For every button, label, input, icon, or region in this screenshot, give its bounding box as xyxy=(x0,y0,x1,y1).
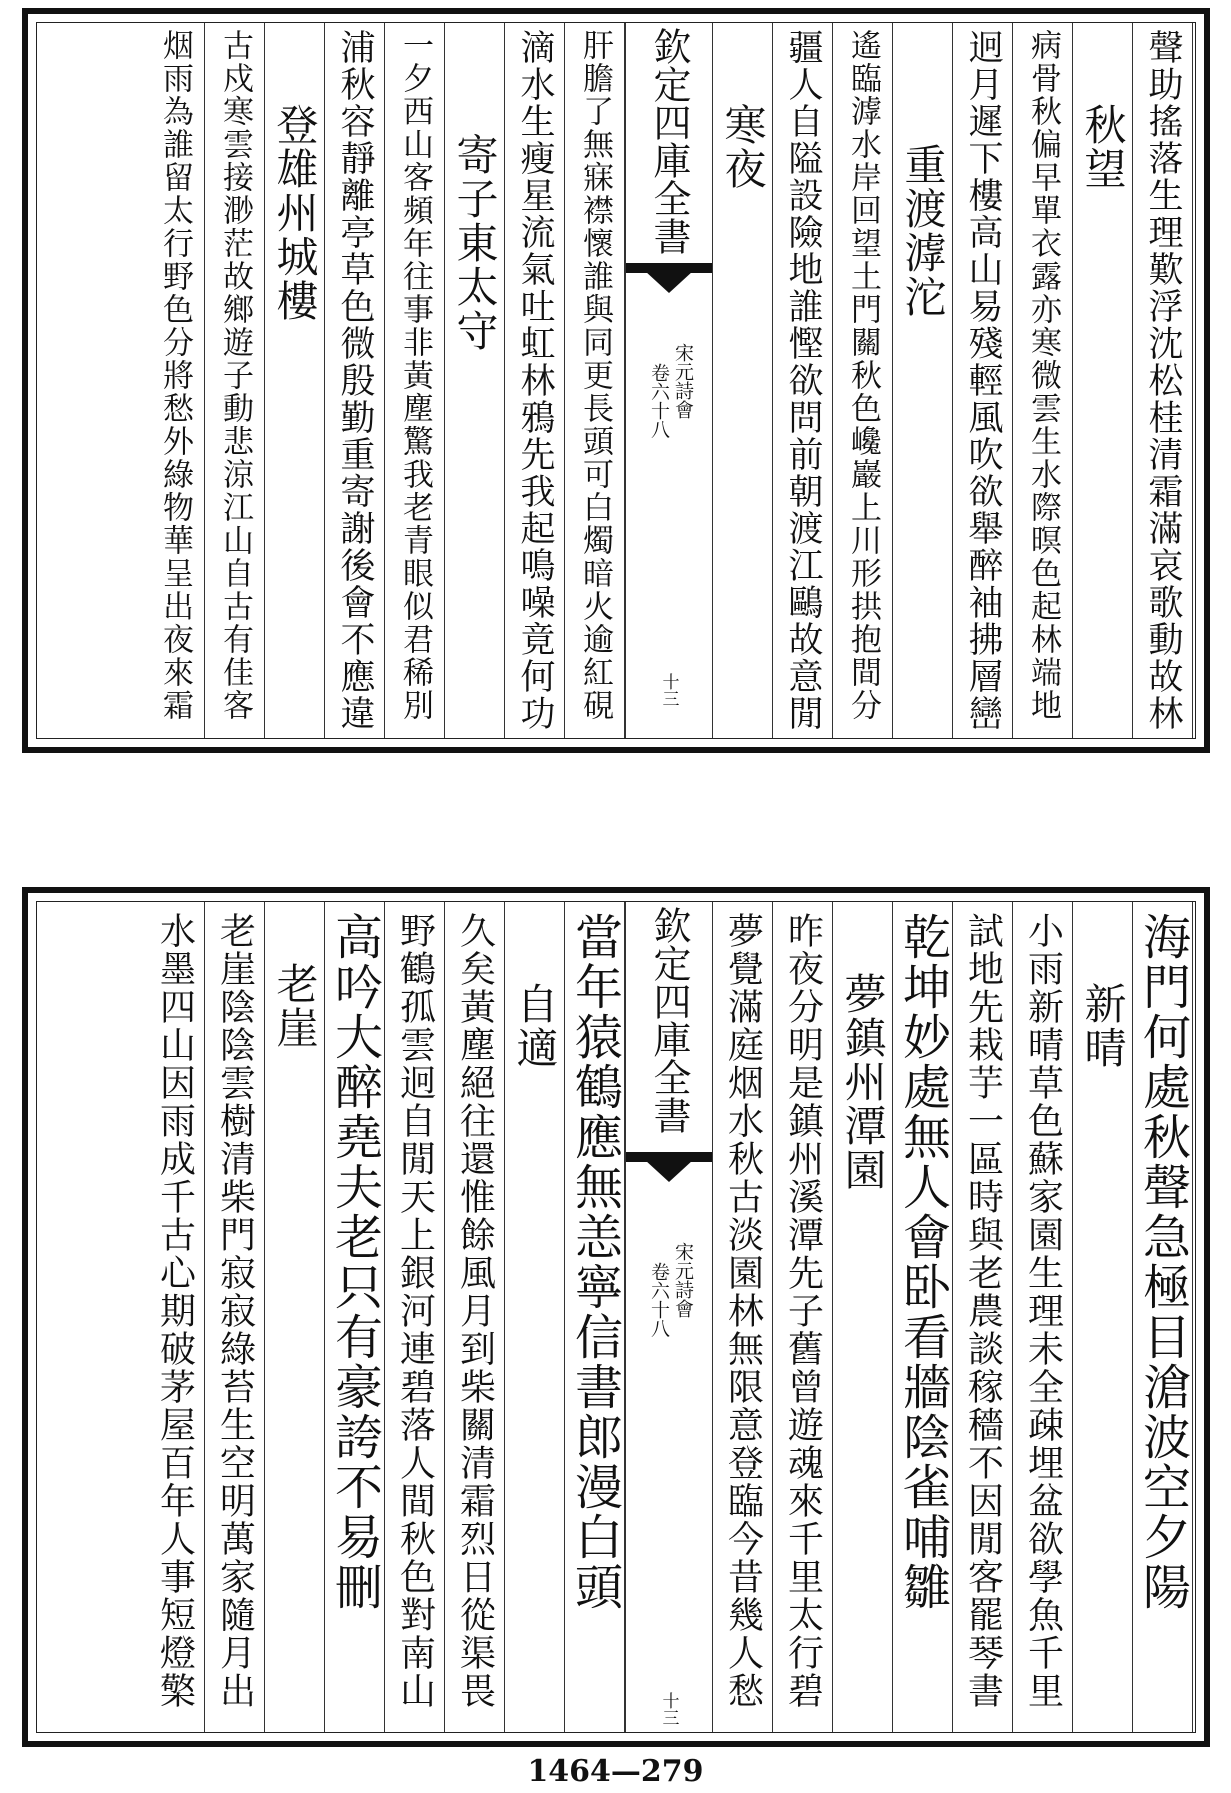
center-fold xyxy=(625,23,713,738)
column-text: 老崖陰陰雲樹清柴門寂寂綠苔生空明萬家隨月出 xyxy=(214,912,256,1710)
page-number: 十三 xyxy=(658,673,679,707)
column-text: 迥月遲下樓高山易殘輕風吹欲舉醉袖拂層巒 xyxy=(963,29,1003,732)
column-text: 小雨新晴草色蘇家園生理未全疎埋盆欲學魚千里 xyxy=(1022,912,1064,1710)
volume-name: 宋元詩會 xyxy=(671,1242,694,1318)
text-column xyxy=(1013,902,1073,1732)
text-column xyxy=(565,23,625,738)
text-column xyxy=(565,902,625,1732)
text-column xyxy=(893,902,953,1732)
column-text: 夢覺滿庭烟水秋古淡園林無限意登臨今昔幾人愁 xyxy=(722,912,764,1710)
column-text: 昨夜分明是鎮州溪潭先子舊曾遊魂來千里太行碧 xyxy=(782,912,824,1710)
column-text: 試地先栽芋一區時與老農談稼穡不因閒客罷琴書 xyxy=(962,912,1004,1710)
volume-number: 卷六十八 xyxy=(647,1262,670,1338)
poem-title: 登雄州城樓 xyxy=(270,103,320,323)
text-column xyxy=(265,902,325,1732)
text-column xyxy=(1133,902,1193,1732)
text-column xyxy=(1073,902,1133,1732)
bottom-page-frame xyxy=(22,887,1210,1747)
fishtail-mark-upper xyxy=(626,263,712,297)
bottom-page-inner-border xyxy=(36,901,1196,1733)
column-text: 遙臨滹水岸回望土門關秋色巉巖上川形拱抱間分 xyxy=(845,29,881,722)
text-column xyxy=(205,902,265,1732)
text-column xyxy=(1073,23,1133,738)
poem-title: 重渡滹沱 xyxy=(898,143,948,319)
column-text: 海門何處秋聲急極目滄波空夕陽 xyxy=(1134,912,1191,1612)
text-column xyxy=(385,902,445,1732)
text-column xyxy=(505,23,565,738)
center-fold xyxy=(625,902,713,1732)
poem-title: 老崖 xyxy=(270,962,320,1050)
text-column xyxy=(325,902,385,1732)
page-number: 十三 xyxy=(658,1692,679,1726)
column-text: 高吟大醉堯夫老只有豪誇不易刪 xyxy=(326,912,383,1612)
column-text: 烟雨為誰留太行野色分將愁外綠物華呈出夜來霜 xyxy=(157,29,193,722)
column-text: 野鶴孤雲迥自閒天上銀河連碧落人間秋色對南山 xyxy=(394,912,436,1710)
fishtail-mark-upper xyxy=(626,1152,712,1186)
book-title: 欽定四庫全書 xyxy=(647,27,691,255)
text-column xyxy=(505,902,565,1732)
poem-title: 新晴 xyxy=(1078,982,1128,1070)
column-text: 水墨四山因雨成千古心期破茅屋百年人事短燈檠 xyxy=(154,912,196,1710)
text-column xyxy=(953,902,1013,1732)
text-column xyxy=(145,902,205,1732)
poem-title: 秋望 xyxy=(1078,103,1128,191)
text-column xyxy=(145,23,205,738)
column-text: 浦秋容靜離亭草色微殷勤重寄謝後會不應違 xyxy=(335,29,375,732)
text-column xyxy=(953,23,1013,738)
volume-number: 卷六十八 xyxy=(647,363,670,439)
text-column xyxy=(205,23,265,738)
text-column xyxy=(265,23,325,738)
poem-title: 自適 xyxy=(510,982,560,1070)
text-column xyxy=(385,23,445,738)
book-title: 欽定四庫全書 xyxy=(647,906,691,1134)
text-column xyxy=(713,902,773,1732)
poem-title: 寒夜 xyxy=(718,103,768,191)
column-text: 疆人自隘設險地誰慳欲問前朝渡江鷗故意閒 xyxy=(783,29,823,732)
column-text: 肝膽了無寐襟懷誰與同更長頭可白燭暗火逾紅硯 xyxy=(577,29,613,722)
column-text: 古戍寒雲接渺茫故鄉遊子動悲涼江山自古有佳客 xyxy=(217,29,253,722)
text-column xyxy=(833,23,893,738)
column-text: 乾坤妙處無人會卧看牆陰雀哺雛 xyxy=(894,912,951,1612)
volume-name: 宋元詩會 xyxy=(671,343,694,419)
poem-title: 寄子東太守 xyxy=(450,133,500,353)
text-column xyxy=(893,23,953,738)
column-text: 久矣黃塵絕往還惟餘風月到柴關清霜烈日從渠畏 xyxy=(454,912,496,1710)
text-column xyxy=(773,23,833,738)
column-text: 聲助搖落生理歎浮沈松桂清霜滿哀歌動故林 xyxy=(1143,29,1183,732)
text-column xyxy=(445,23,505,738)
text-column xyxy=(445,902,505,1732)
column-text: 一夕西山客頻年往事非黃塵驚我老青眼似君稀別 xyxy=(397,29,433,722)
text-column xyxy=(833,902,893,1732)
column-text: 滴水生瘦星流氣吐虹林鴉先我起鳴噪竟何功 xyxy=(515,29,555,732)
text-column xyxy=(773,902,833,1732)
poem-title: 夢鎮州潭園 xyxy=(838,972,888,1192)
column-text: 病骨秋偏早單衣露亦寒微雲生水際暝色起林端地 xyxy=(1025,29,1061,722)
top-page-frame xyxy=(22,8,1210,753)
column-text: 當年猿鶴應無恙寧信書郎漫白頭 xyxy=(566,912,623,1612)
text-column xyxy=(325,23,385,738)
text-column xyxy=(1013,23,1073,738)
text-column xyxy=(1133,23,1193,738)
top-page-inner-border xyxy=(36,22,1196,739)
text-column xyxy=(713,23,773,738)
catalog-page-number: 1464—279 xyxy=(527,1754,704,1789)
